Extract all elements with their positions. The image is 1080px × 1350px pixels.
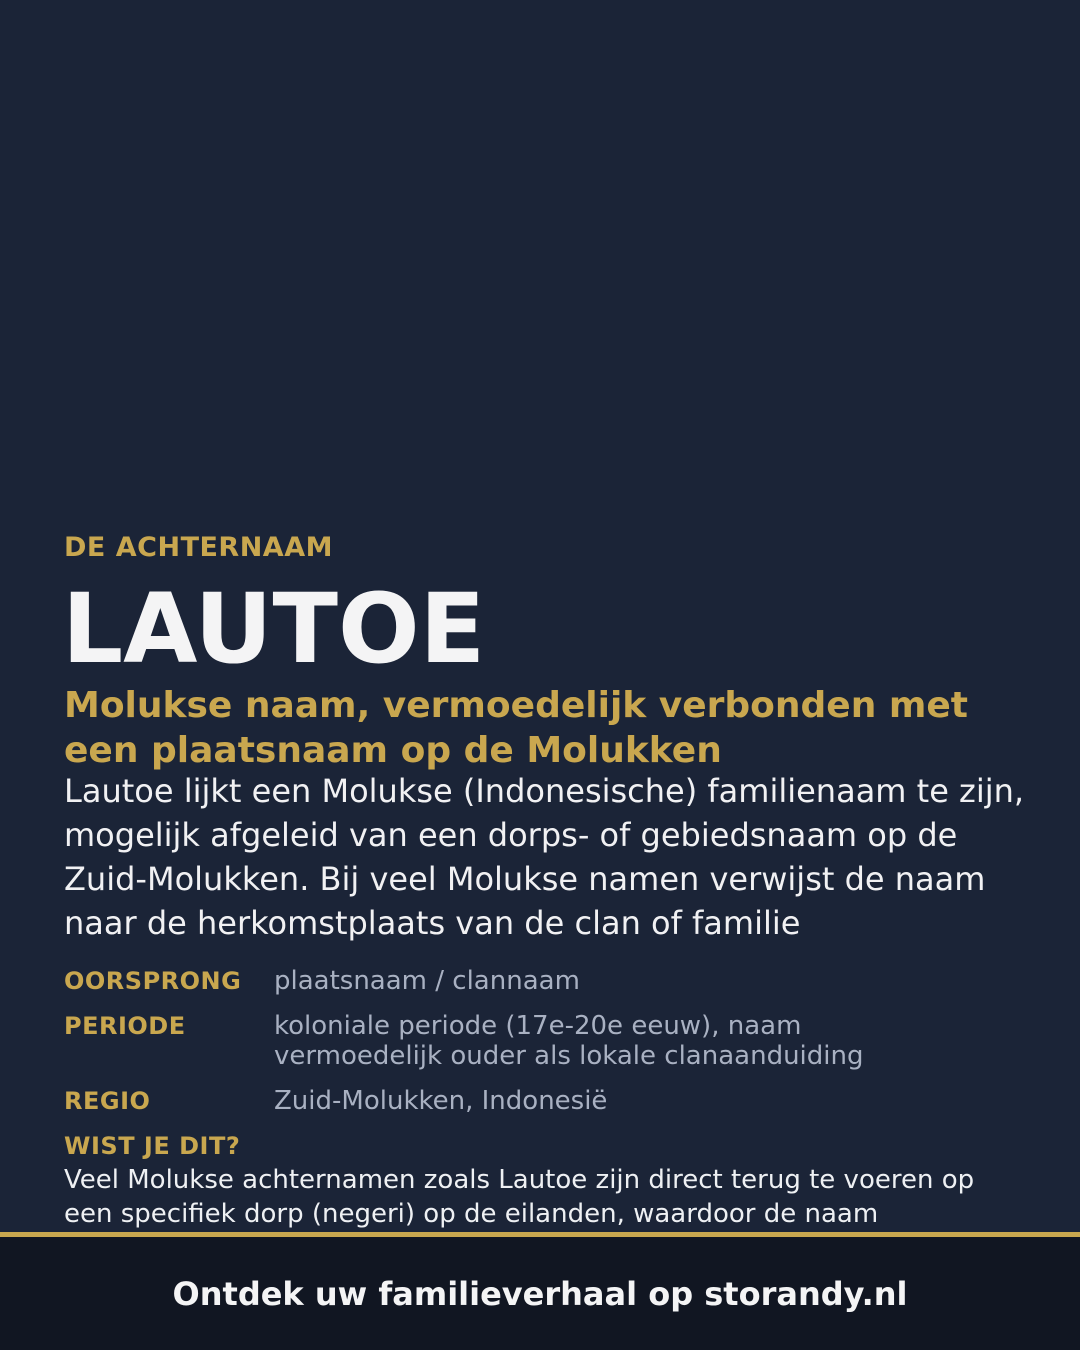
- surname-title: LAUTOE: [62, 573, 486, 685]
- fact-label-period: PERIODE: [64, 1012, 186, 1040]
- fact-row-region: [64, 1084, 934, 1118]
- trivia-label: WIST JE DIT?: [64, 1132, 241, 1160]
- footer-banner: [0, 1237, 1080, 1350]
- trivia-text: Veel Molukse achternamen zoals Lautoe zijn direct terug te voeren op een specifiek dorp (negeri) op de eilanden, waardoor de naam: [64, 1165, 975, 1229]
- eyebrow-label: DE ACHTERNAAM: [64, 532, 333, 563]
- surname-subtitle: Molukse naam, vermoedelijk verbonden met een plaatsnaam op de Molukken: [64, 685, 969, 771]
- surname-description: Lautoe lijkt een Molukse (Indonesische) familienaam te zijn, mogelijk afgeleid van een dorps- of gebiedsnaam op de Zuid-Molukken. Bij veel Molukse namen verwijst de naam naar de herkomstplaats van de clan of familie: [64, 772, 1025, 942]
- fact-row-period: [64, 1009, 934, 1071]
- fact-row-origin: [64, 964, 934, 998]
- fact-value-region: Zuid-Molukken, Indonesië: [274, 1086, 608, 1116]
- fact-value-origin: plaatsnaam / clannaam: [274, 966, 580, 996]
- footer-call-to-action: Ontdek uw familieverhaal op storandy.nl: [172, 1274, 908, 1313]
- fact-value-period: koloniale periode (17e-20e eeuw), naam vermoedelijk ouder als lokale clanaanduiding: [274, 1011, 864, 1071]
- fact-label-region: REGIO: [64, 1087, 151, 1115]
- fact-label-origin: OORSPRONG: [64, 967, 242, 995]
